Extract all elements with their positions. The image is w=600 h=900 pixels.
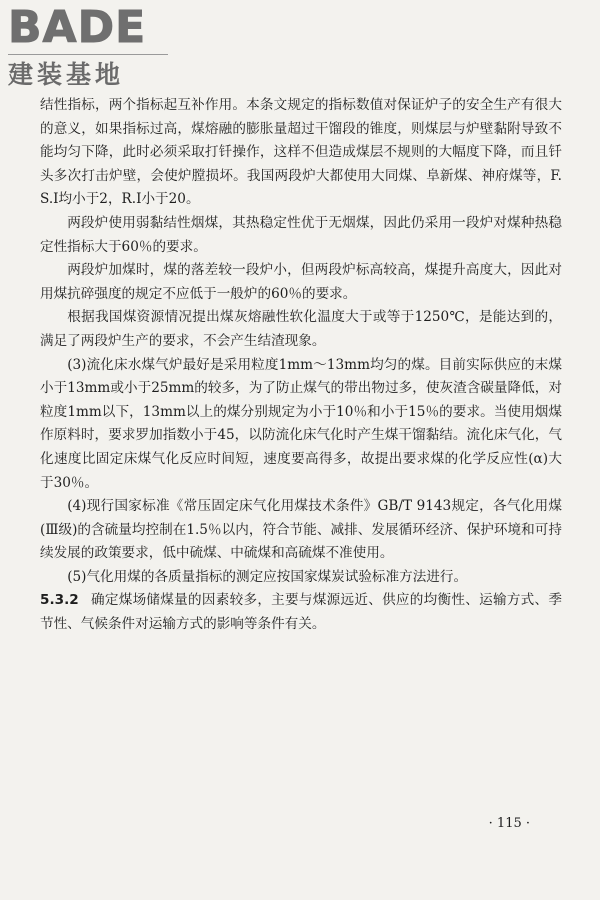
paragraph: 结性指标，两个指标起互补作用。本条文规定的指标数值对保证炉子的安全生产有很大的意义，如果指标过高，煤熔融的膨胀量超过干馏段的锥度，则煤层与炉壁黏附导致不能均匀下降，此时必须采取打钎操作，这样不但造成煤层不规则的大幅度下降，而且钎头多次打击炉壁，会使炉膛损坏。我国两段炉大都使用大同煤、阜新煤、神府煤等，F.S.I均小于2，R.I小于20。 <box>40 97 562 208</box>
section-number: 5.3.2 <box>40 592 79 609</box>
paragraph: 根据我国煤资源情况提出煤灰熔融性软化温度大于或等于1250℃，是能达到的，满足了两段炉生产的要求，不会产生结渣现象。 <box>40 309 562 349</box>
page-number: · 115 · <box>488 816 530 831</box>
paragraph: (4)现行国家标准《常压固定床气化用煤技术条件》GB/T 9143规定，各气化用煤(Ⅲ级)的含硫量均控制在1.5％以内，符合节能、减排、发展循环经济、保护环境和可持续发展的政策要求，低中硫煤、中硫煤和高硫煤不准使用。 <box>40 498 562 562</box>
paragraph: 两段炉使用弱黏结性烟煤，其热稳定性优于无烟煤，因此仍采用一段炉对煤种热稳定性指标大于60％的要求。 <box>40 214 562 255</box>
paragraph: (3)流化床水煤气炉最好是采用粒度1mm～13mm均匀的煤。目前实际供应的末煤小于13mm或小于25mm的较多，为了防止煤气的带出物过多，使灰渣含碳量降低，对粒度1mm以下，13mm以上的煤分别规定为小于10％和小于15％的要求。当使用烟煤作原料时，要求罗加指数小于45，以防流化床气化时产生煤干馏黏结。流化床气化，气化速度比固定床煤气化反应时间短，速度要高得多，故提出要求煤的化学反应性(α)大于30％。 <box>40 356 562 491</box>
paragraph: (5)气化用煤的各质量指标的测定应按国家煤炭试验标准方法进行。 <box>67 568 468 585</box>
section-5-3-2 <box>40 589 562 636</box>
document-body <box>40 94 562 637</box>
logo-subtitle: 建装基地 <box>8 60 125 89</box>
paragraph: 两段炉加煤时，煤的落差较一段炉小，但两段炉标高较高，煤提升高度大，因此对用煤抗碎强度的规定不应低于一般炉的60％的要求。 <box>40 262 562 302</box>
logo-wordmark: BADE <box>8 2 147 53</box>
logo-divider <box>8 54 168 55</box>
section-text: 确定煤场储煤量的因素较多，主要与煤源远近、供应的均衡性、运输方式、季节性、气候条件对运输方式的影响等条件有关。 <box>40 592 562 633</box>
logo <box>8 4 178 94</box>
